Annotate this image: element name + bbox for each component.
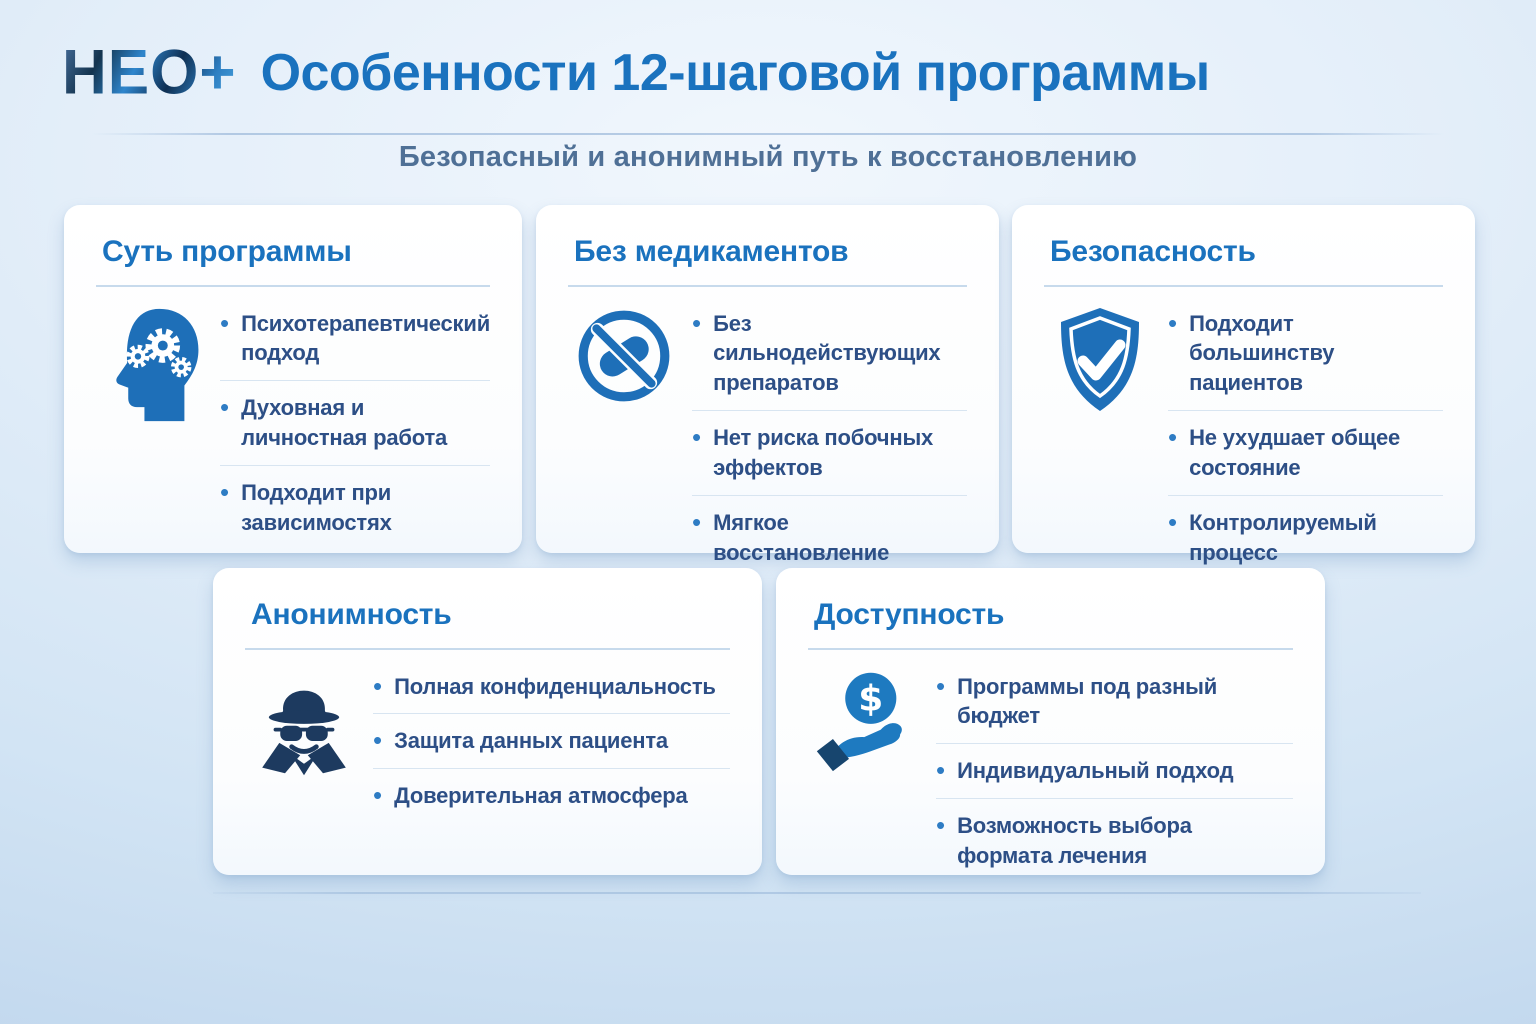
bullet-dot-icon bbox=[692, 309, 701, 339]
bullet-dot-icon bbox=[692, 423, 701, 453]
svg-text:$: $ bbox=[858, 678, 884, 720]
bullet-dot-icon bbox=[220, 393, 229, 423]
bullet-list bbox=[936, 660, 1293, 884]
bullet-dot-icon bbox=[1168, 309, 1177, 339]
list-item bbox=[373, 660, 730, 714]
spy-icon bbox=[245, 668, 363, 776]
list-item bbox=[220, 465, 490, 550]
bullet-text: Возможность выбора формата лечения bbox=[957, 813, 1192, 869]
header bbox=[62, 37, 1210, 108]
footer-divider bbox=[213, 892, 1421, 894]
card-title: Без медикаментов bbox=[574, 235, 849, 268]
card-title: Безопасность bbox=[1050, 235, 1256, 268]
bullet-text: Психотерапевтический подход bbox=[241, 310, 491, 366]
bullet-dot-icon bbox=[936, 811, 945, 841]
list-item bbox=[1168, 297, 1443, 411]
card-title-divider bbox=[808, 648, 1293, 650]
bullet-text: Программы под разный бюджет bbox=[957, 673, 1218, 729]
bullet-text: Полная конфиденциальность bbox=[394, 673, 716, 699]
list-item bbox=[373, 713, 730, 768]
card-anonymity bbox=[213, 568, 762, 875]
bullet-dot-icon bbox=[1168, 508, 1177, 538]
card-title-divider bbox=[1044, 285, 1443, 287]
shield-check-icon bbox=[1044, 305, 1156, 417]
card-title-divider bbox=[568, 285, 967, 287]
bullet-text: Нет риска побочных эффектов bbox=[713, 425, 934, 481]
bullet-text: Мягкое восстановление bbox=[713, 510, 890, 565]
card-no-medications bbox=[536, 205, 999, 565]
list-item bbox=[692, 297, 967, 411]
bullet-list bbox=[220, 297, 490, 550]
bullet-text: Без сильнодействующих препаратов bbox=[713, 310, 941, 396]
bullet-dot-icon bbox=[692, 508, 701, 538]
bullet-dot-icon bbox=[220, 309, 229, 339]
bullet-text: Доверительная атмосфера bbox=[394, 783, 688, 809]
bullet-list bbox=[1168, 297, 1443, 580]
no-pills-icon bbox=[568, 305, 680, 407]
header-divider bbox=[92, 133, 1444, 135]
card-program-essence bbox=[64, 205, 522, 553]
card-accessibility bbox=[776, 568, 1325, 875]
list-item bbox=[936, 743, 1293, 798]
neo-plus-logo: НЕО+ bbox=[62, 37, 237, 108]
list-item bbox=[373, 768, 730, 823]
list-item bbox=[692, 410, 967, 495]
bullet-dot-icon bbox=[936, 672, 945, 702]
bullet-list bbox=[373, 660, 730, 824]
list-item bbox=[1168, 410, 1443, 495]
subtitle: Безопасный и анонимный путь к восстановлению bbox=[398, 141, 1138, 173]
card-title: Анонимность bbox=[251, 598, 452, 631]
card-title: Суть программы bbox=[102, 235, 352, 268]
bullet-text: Индивидуальный подход bbox=[957, 758, 1234, 784]
card-title-divider bbox=[245, 648, 730, 650]
bullet-dot-icon bbox=[373, 781, 382, 811]
bullet-dot-icon bbox=[936, 756, 945, 786]
bullet-list bbox=[692, 297, 967, 580]
bullet-text: Подходит при зависимостях bbox=[241, 480, 392, 536]
bullet-text: Подходит большинству пациентов bbox=[1189, 310, 1335, 396]
page-title: Особенности 12-шаговой программы bbox=[260, 43, 1210, 102]
bullet-dot-icon bbox=[220, 478, 229, 508]
list-item bbox=[220, 380, 490, 465]
bullet-text: Контролируемый процесс bbox=[1189, 510, 1377, 565]
bullet-text: Не ухудшает общее состояние bbox=[1189, 425, 1401, 481]
bullet-text: Защита данных пациента bbox=[394, 728, 668, 754]
card-title-divider bbox=[96, 285, 490, 287]
money-hand-icon bbox=[808, 668, 926, 774]
bullet-dot-icon bbox=[373, 672, 382, 702]
bullet-dot-icon bbox=[1168, 423, 1177, 453]
bullet-text: Духовная и личностная работа bbox=[241, 395, 448, 451]
list-item bbox=[936, 660, 1293, 744]
list-item bbox=[220, 297, 490, 381]
card-safety bbox=[1012, 205, 1475, 565]
head-gears-icon bbox=[96, 305, 208, 425]
card-title: Доступность bbox=[814, 598, 1005, 631]
list-item bbox=[936, 798, 1293, 883]
bullet-dot-icon bbox=[373, 726, 382, 756]
